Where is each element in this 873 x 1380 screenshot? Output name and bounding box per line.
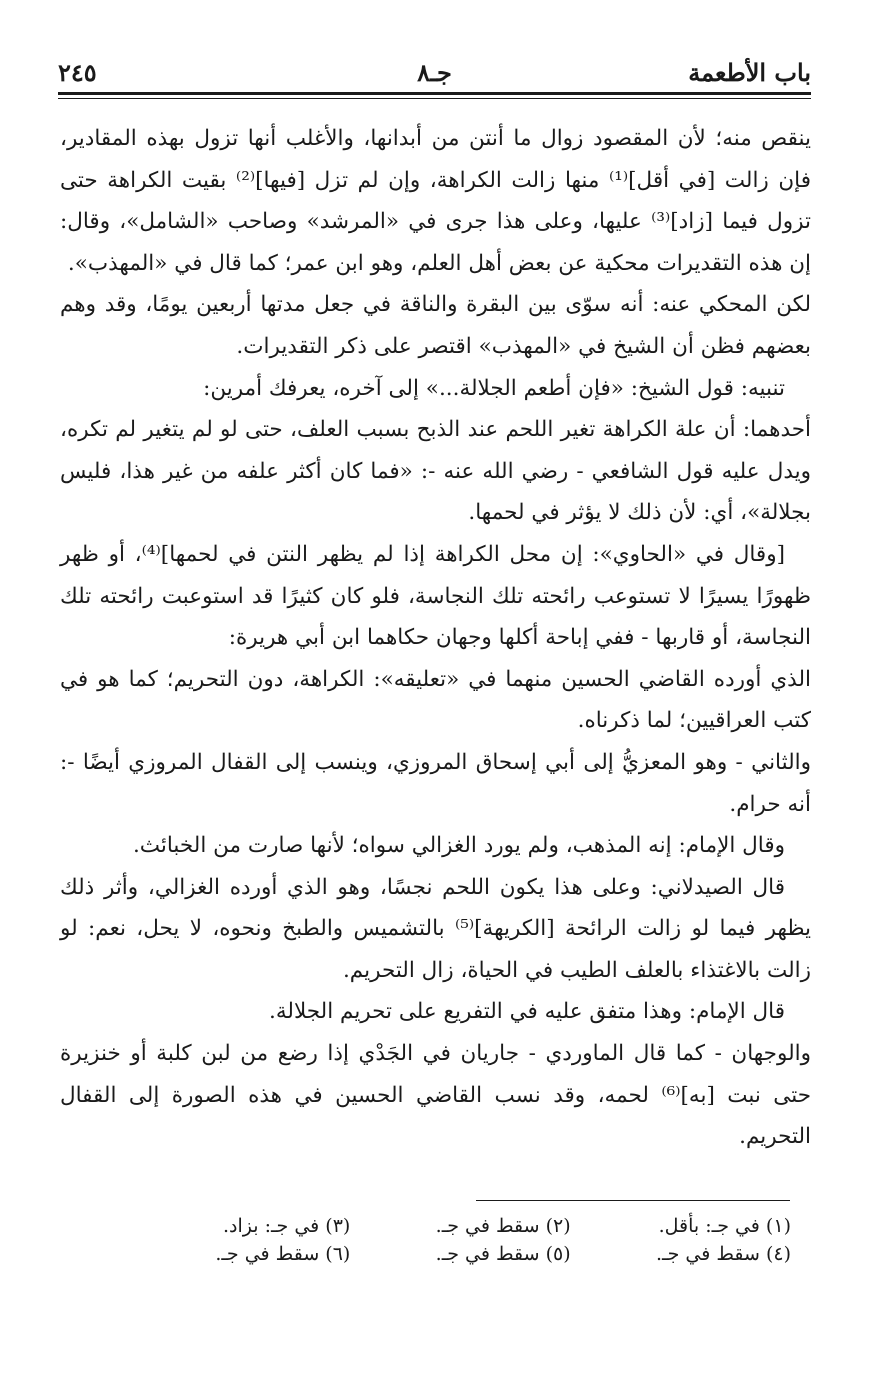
volume-label: جـ٨ [417,57,452,87]
footnote-separator [476,1200,790,1201]
page-number: ٢٤٥ [58,57,97,87]
footnotes [150,1212,791,1268]
paragraph: قال الصيدلاني: وعلى هذا يكون اللحم نجسًا، وهو الذي أورده الغزالي، وأثر ذلك يظهر فيما لو زالت الرائحة [الكريهة]⁽⁵⁾ بالتشميس والطبخ ونحوه، لا يحل، نعم: لو زالت بالاغتذاء بالعلف الطيب في الحياة، زال التحريم. [60,874,811,983]
paragraph: الذي أورده القاضي الحسين منهما في «تعليقه»: الكراهة، دون التحريم؛ كما هو في كتب العراقيين؛ لما ذكرناه. [60,666,811,734]
footnote: (٤) سقط في جـ. [655,1243,791,1265]
footnote: (١) في جـ: بأقل. [658,1215,791,1237]
paragraph: والثاني - وهو المعزيُّ إلى أبي إسحاق المروزي، وينسب إلى القفال المروزي أيضًا -: أنه حرام. [60,749,811,817]
footnote: (٥) سقط في جـ. [435,1243,571,1265]
footnote: (٢) سقط في جـ. [435,1215,571,1237]
running-header [58,52,811,92]
paragraph: ينقص منه؛ لأن المقصود زوال ما أنتن من أبدانها، والأغلب أنها تزول بهذه المقادير، فإن زالت [في أقل]⁽¹⁾ منها زالت الكراهة، وإن لم تزل [فيها]⁽²⁾ بقيت الكراهة حتى تزول فيما [زاد]⁽³⁾ عليها، وعلى هذا جرى في «المرشد» وصاحب «الشامل»، وقال: إن هذه التقديرات محكية عن بعض أهل العلم، وهو ابن عمر؛ كما قال في «المهذب». [60,126,811,276]
paragraph: وقال الإمام: إنه المذهب، ولم يورد الغزالي سواه؛ لأنها صارت من الخبائث. [132,833,785,859]
paragraph: [وقال في «الحاوي»: إن محل الكراهة إذا لم يظهر النتن في لحمها]⁽⁴⁾، أو ظهر ظهورًا يسيرًا لا تستوعب رائحته تلك النجاسة، فلو كان كثيرًا قد استوعبت رائحته تلك النجاسة، أو قاربها - ففي إباحة أكلها وجهان حكاهما ابن أبي هريرة: [60,541,811,651]
footnote: (٣) في جـ: بزاد. [222,1215,351,1237]
paragraph: لكن المحكي عنه: أنه سوّى بين البقرة والناقة في جعل مدتها أربعين يومًا، وقد وهم بعضهم فظن أن الشيخ في «المهذب» اقتصر على ذكر التقديرات. [60,292,811,359]
paragraph: أحدهما: أن علة الكراهة تغير اللحم عند الذبح بسبب العلف، حتى لو لم يتغير لم تكره، ويدل عليه قول الشافعي - رضي الله عنه -: «فما كان أكثر علفه من غير هذا، فليس بجلالة»، أي: لأن ذلك لا يؤثر في لحمها. [60,417,811,526]
paragraph: والوجهان - كما قال الماوردي - جاريان في الجَدْي إذا رضع من لبن كلبة أو خنزيرة حتى نبت [به]⁽⁶⁾ لحمه، وقد نسب القاضي الحسين في هذه الصورة إلى القفال التحريم. [60,1041,811,1150]
footnote: (٦) سقط في جـ. [215,1243,351,1265]
main-text [60,118,811,1158]
header-rule-thick [58,92,811,95]
header-rule-thin [58,98,811,99]
paragraph: تنبيه: قول الشيخ: «فإن أطعم الجلالة...» إلى آخره، يعرفك أمرين: [203,375,785,401]
paragraph: قال الإمام: وهذا متفق عليه في التفريع على تحريم الجلالة. [269,999,785,1025]
chapter-title: باب الأطعمة [688,57,811,87]
